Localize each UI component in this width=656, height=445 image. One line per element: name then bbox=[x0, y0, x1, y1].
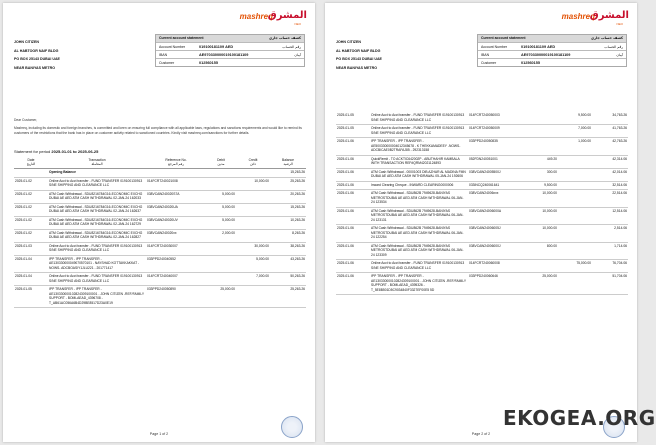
reference-cell: 052FDN240051001 bbox=[468, 155, 528, 168]
date-cell: 2025-01-02 bbox=[14, 190, 48, 203]
date-cell: 2025-01-06 bbox=[336, 168, 370, 181]
date-cell: 2025-01-06 bbox=[336, 242, 370, 260]
date-cell: 2025-01-05 bbox=[336, 125, 370, 138]
address-line: AL HABTOOR NAIF BLDG bbox=[336, 48, 381, 53]
date-cell: 2025-01-06 bbox=[336, 260, 370, 273]
row-key-ar: رقم الحساب bbox=[604, 45, 623, 49]
credit-cell bbox=[236, 216, 270, 229]
description-cell: ATM Cash Withdrawal - SDU8216784G16-ECONOMIC EXCHG DUBAI AE AED ATM CASH WITHDRAWAL 02-JAN-24 162729 bbox=[48, 216, 146, 229]
account-box-title: Current account statement bbox=[481, 36, 526, 40]
column-header-ar: الرصيد bbox=[283, 162, 293, 166]
statement-page-2 bbox=[325, 3, 637, 442]
period-to: 2025-06-25 bbox=[77, 149, 99, 154]
description-cell: ATM Cash Withdrawal - SDU8216784G16-ECONOMIC EXCHG DUBAI AE AED ATM CASH WITHDRAWAL 02-JAN-24 162033 bbox=[48, 190, 146, 203]
debit-cell: 5,000.00 bbox=[206, 216, 236, 229]
debit-cell: 10,000.00 bbox=[528, 207, 558, 225]
period-from: 2025-01-01 bbox=[51, 149, 72, 154]
debit-cell bbox=[206, 177, 236, 190]
customer-address bbox=[336, 38, 382, 72]
reference-cell bbox=[146, 169, 206, 178]
column-header-ar: رقم المرجع bbox=[168, 162, 184, 166]
debit-cell: 25,000.00 bbox=[206, 286, 236, 308]
address-line: PO BOX 25143 DUBAI UAE bbox=[14, 57, 60, 61]
description-cell: ATM Cash Withdrawal - 00001003 DIB AZHAR AL MADINA FMN DUBAI AE AED ATM CASH WITHDRAWAL 05-JAN-24 192606 bbox=[370, 168, 468, 181]
column-header-ar: التاريخ bbox=[26, 162, 36, 166]
debit-cell: 800.00 bbox=[528, 242, 558, 260]
table-row bbox=[14, 169, 306, 178]
debit-cell: 25,000.00 bbox=[528, 273, 558, 295]
date-cell: 2025-01-06 bbox=[336, 138, 370, 156]
credit-cell: 75,000.00 bbox=[558, 260, 592, 273]
balance-cell: 38,263.26 bbox=[270, 242, 306, 255]
balance-cell: 42,014.06 bbox=[592, 168, 628, 181]
address-line: JOHN CITIZEN bbox=[14, 40, 39, 44]
currency: AED bbox=[225, 45, 234, 49]
row-key-ar: آيبان bbox=[294, 53, 301, 57]
address-line: NEAR BANIYAS METRO bbox=[14, 65, 55, 70]
mashreq-logo bbox=[549, 10, 629, 26]
date-cell: 2025-01-06 bbox=[336, 273, 370, 295]
table-row bbox=[336, 125, 628, 138]
credit-cell bbox=[558, 190, 592, 208]
credit-cell bbox=[236, 203, 270, 216]
credit-cell: 10,000.00 bbox=[236, 177, 270, 190]
debit-cell bbox=[528, 260, 558, 273]
column-header-en: Credit bbox=[248, 158, 258, 162]
reference-cell: 038VCAW24006xxx bbox=[468, 190, 528, 208]
credit-cell: 30,000.00 bbox=[236, 242, 270, 255]
debit-cell: 10,000.00 bbox=[528, 190, 558, 208]
reference-cell: 014FCRT240050009 bbox=[468, 125, 528, 138]
reference-cell: 038VCAW240020xx bbox=[146, 229, 206, 242]
column-header bbox=[236, 157, 270, 169]
account-box-title-ar: كشف حساب جاري bbox=[268, 36, 301, 40]
sanctions-notice bbox=[14, 118, 304, 139]
debit-cell bbox=[528, 125, 558, 138]
column-header-en: Date bbox=[27, 158, 35, 162]
credit-cell: 7,000.00 bbox=[236, 273, 270, 286]
address-line: PO BOX 25143 DUBAI UAE bbox=[336, 57, 382, 61]
table-header-row bbox=[14, 157, 306, 169]
credit-cell: 5,000.00 bbox=[236, 255, 270, 273]
balance-cell: 42,763.26 bbox=[592, 138, 628, 156]
description-cell: Online Acct to Acct transfer - FUND TRANSFER 019100130913 S/NE SHIPPING AND CLEARANCE LLC bbox=[370, 112, 468, 125]
debit-cell bbox=[206, 169, 236, 178]
table-row bbox=[336, 207, 628, 225]
debit-cell: 5,000.00 bbox=[206, 203, 236, 216]
logo-text-ar: المشرق bbox=[589, 10, 629, 21]
row-key: Customer bbox=[159, 61, 175, 65]
credit-cell bbox=[236, 229, 270, 242]
statement-period bbox=[14, 149, 98, 154]
row-key: IBAN bbox=[481, 53, 490, 57]
address-line: NEAR BANIYAS METRO bbox=[336, 65, 377, 70]
page-number: Page 2 of 2 bbox=[471, 432, 491, 436]
iban-row bbox=[478, 50, 626, 58]
transactions-table bbox=[336, 112, 628, 295]
description-cell: ATM Cash Withdrawal - SDU8216784G16-ECONOMIC EXCHG DUBAI AE AED ATM CASH WITHDRAWAL 02-JAN-24 162637 bbox=[48, 203, 146, 216]
date-cell: 2025-01-02 bbox=[14, 203, 48, 216]
customer-number: 012560155 bbox=[199, 61, 219, 65]
table-row bbox=[14, 177, 306, 190]
description-cell: IPP TRANSFER - IPP TRANSFER - AE500330000004012345678 - K THEKKAMADEEY -NOWS- ADCBICAE0B2TRAFAJ85 - 292313158 bbox=[370, 138, 468, 156]
credit-cell: 7,000.00 bbox=[558, 125, 592, 138]
iban: AE970330000019100181109 bbox=[199, 53, 249, 57]
reference-cell: 038VCAW24006005J bbox=[468, 225, 528, 243]
balance-cell: 20,263.26 bbox=[270, 190, 306, 203]
credit-cell bbox=[558, 155, 592, 168]
date-cell: 2025-01-02 bbox=[14, 177, 48, 190]
reference-cell: 014FCRT240040007 bbox=[146, 273, 206, 286]
account-number: 019100181109 bbox=[521, 45, 547, 49]
period-label: Statement for period bbox=[14, 149, 51, 154]
credit-cell: 9,500.00 bbox=[558, 112, 592, 125]
account-info-box bbox=[477, 34, 627, 67]
description-cell: ATM Cash Withdrawal - SDU862B 7949628-BANIYAS METROSTDUBAI AE AED ATM CASH WITHDRAWAL 06-JAN-24 123131 bbox=[370, 207, 468, 225]
date-cell: 2025-01-04 bbox=[14, 255, 48, 273]
date-cell: 2025-01-06 bbox=[336, 181, 370, 190]
description-cell: Online Acct to Acct transfer - FUND TRANSFER 019100130913 S/NE SHIPPING AND CLEARANCE LLC bbox=[370, 260, 468, 273]
credit-cell bbox=[558, 168, 592, 181]
reference-cell: 014FCRT240060008 bbox=[468, 260, 528, 273]
balance-cell: 8,263.26 bbox=[270, 229, 306, 242]
description-cell: ATM Cash Withdrawal - SDU8216784G16-ECONOMIC EXCHG DUBAI AE AED ATM CASH WITHDRAWAL 02-JAN-24 162827 bbox=[48, 229, 146, 242]
period-sep: to bbox=[72, 149, 77, 154]
row-key: Account Number bbox=[481, 45, 508, 49]
balance-cell: 50,263.26 bbox=[270, 273, 306, 286]
column-header-ar: دائن bbox=[250, 162, 256, 166]
column-header bbox=[206, 157, 236, 169]
table-row bbox=[336, 181, 628, 190]
page-number: Page 1 of 2 bbox=[149, 432, 169, 436]
credit-cell bbox=[558, 242, 592, 260]
row-key-ar: آيبان bbox=[616, 53, 623, 57]
debit-cell bbox=[206, 273, 236, 286]
balance-cell: 25,263.26 bbox=[270, 177, 306, 190]
credit-cell bbox=[558, 207, 592, 225]
balance-cell: 34,763.26 bbox=[592, 112, 628, 125]
table-row bbox=[336, 273, 628, 295]
debit-cell bbox=[528, 138, 558, 156]
logo-sub: NEO bbox=[294, 22, 301, 26]
mashreq-logo bbox=[227, 10, 307, 26]
date-cell: 2025-01-05 bbox=[336, 112, 370, 125]
table-row bbox=[14, 286, 306, 308]
description-cell: IPP TRANSFER - IPP TRANSFER - AE130330000102824309100001 - JOHN CITIZEN -REF/FAMILY SUPPORT - BOMLAEAD_4395326 - T_5E8B501D5C9034840F3327EF00E5 5D bbox=[370, 273, 468, 295]
reference-cell: 033INCQ240061641 bbox=[468, 181, 528, 190]
logo-text-ar: المشرق bbox=[267, 10, 307, 21]
column-header-en: Transaction bbox=[88, 158, 106, 162]
column-header-en: Reference No. bbox=[165, 158, 187, 162]
reference-cell: 014FCRT240030007 bbox=[146, 242, 206, 255]
statement-page-1 bbox=[3, 3, 315, 442]
date-cell: 2025-01-06 bbox=[336, 207, 370, 225]
row-key: IBAN bbox=[159, 53, 168, 57]
table-row bbox=[336, 260, 628, 273]
currency: AED bbox=[547, 45, 556, 49]
date-cell: 2025-01-02 bbox=[14, 229, 48, 242]
debit-cell bbox=[206, 255, 236, 273]
debit-cell: 2,000.00 bbox=[206, 229, 236, 242]
table-row bbox=[14, 190, 306, 203]
row-key: Customer bbox=[481, 61, 497, 65]
reference-cell: 014FCRT240050003 bbox=[468, 112, 528, 125]
date-cell: 2025-01-05 bbox=[14, 286, 48, 308]
account-box-header bbox=[156, 35, 304, 42]
balance-cell: 15,263.26 bbox=[270, 203, 306, 216]
reference-cell: 038VCAW24006000J bbox=[468, 242, 528, 260]
iban-row bbox=[156, 50, 304, 58]
table-row bbox=[336, 155, 628, 168]
account-number: 019100181109 bbox=[199, 45, 225, 49]
balance-cell: 41,763.26 bbox=[592, 125, 628, 138]
table-row bbox=[14, 255, 306, 273]
credit-cell bbox=[558, 181, 592, 190]
credit-cell bbox=[558, 225, 592, 243]
date-cell: 2025-01-06 bbox=[336, 190, 370, 208]
account-info-box bbox=[155, 34, 305, 67]
balance-cell: 51,704.06 bbox=[592, 273, 628, 295]
reference-cell: 033PPD240050890 bbox=[146, 286, 206, 308]
table-row bbox=[336, 138, 628, 156]
description-cell: ATM Cash Withdrawal - SDU862B 7949628-BANIYAS METROSTDUBAI AE AED ATM CASH WITHDRAWAL 06-JAN-24 122254 bbox=[370, 225, 468, 243]
column-header-ar: مدين bbox=[217, 162, 225, 166]
customer-number: 012560155 bbox=[521, 61, 541, 65]
debit-cell bbox=[528, 112, 558, 125]
description-cell: Online Acct to Acct transfer - FUND TRANSFER 019100130913 S/NE SHIPPING AND CLEARANCE LLC bbox=[48, 177, 146, 190]
column-header bbox=[146, 157, 206, 169]
reference-cell: 038VCAW240020S7A bbox=[146, 190, 206, 203]
reference-cell: 038VCAW24006000A bbox=[468, 207, 528, 225]
column-header-en: Debit bbox=[217, 158, 225, 162]
reference-cell: 038VCAW24005500J bbox=[468, 168, 528, 181]
transactions-table bbox=[14, 157, 306, 308]
debit-cell: 10,000.00 bbox=[528, 225, 558, 243]
credit-cell bbox=[236, 169, 270, 178]
balance-cell: 10,263.26 bbox=[270, 216, 306, 229]
row-key-ar: رقم الحساب bbox=[282, 45, 301, 49]
debit-cell: 449.20 bbox=[528, 155, 558, 168]
account-box-title-ar: كشف حساب جاري bbox=[590, 36, 623, 40]
address-line: AL HABTOOR NAIF BLDG bbox=[14, 48, 59, 53]
debit-cell: 300.00 bbox=[528, 168, 558, 181]
table-row bbox=[14, 273, 306, 286]
customer-address bbox=[14, 38, 60, 72]
table-row bbox=[14, 216, 306, 229]
date-cell: 2025-01-02 bbox=[14, 216, 48, 229]
description-cell: Online Acct to Acct transfer - FUND TRANSFER 019100130913 S/NE SHIPPING AND CLEARANCE LLC bbox=[48, 273, 146, 286]
balance-cell: 1,714.06 bbox=[592, 242, 628, 260]
description-cell: Inward Clearing Cheque - INWARD CLEARING0000006 bbox=[370, 181, 468, 190]
account-box-header bbox=[478, 35, 626, 42]
balance-cell: 12,514.06 bbox=[592, 207, 628, 225]
description-cell: ATM Cash Withdrawal - SDU862B 7949628-BANIYAS METROSTDUBAI AE AED ATM CASH WITHDRAWAL 06-JAN-24 123534 bbox=[370, 190, 468, 208]
account-box-title: Current account statement bbox=[159, 36, 204, 40]
balance-cell: 15,263.26 bbox=[270, 169, 306, 178]
balance-cell: 2,514.06 bbox=[592, 225, 628, 243]
logo-text-en: mashreq bbox=[561, 12, 595, 21]
credit-cell bbox=[558, 273, 592, 295]
balance-cell: 43,263.26 bbox=[270, 255, 306, 273]
table-row bbox=[336, 225, 628, 243]
table-row bbox=[336, 190, 628, 208]
reference-cell: 033PPD240040552 bbox=[146, 255, 206, 273]
balance-cell: 32,514.06 bbox=[592, 181, 628, 190]
credit-cell: 1,000.00 bbox=[558, 138, 592, 156]
table-row bbox=[336, 242, 628, 260]
bank-stamp bbox=[281, 416, 303, 438]
reference-cell: 038VCAW240020UA bbox=[146, 203, 206, 216]
logo-text-en: mashreq bbox=[239, 12, 273, 21]
watermark: EKOGEA.ORG bbox=[503, 406, 656, 430]
address-line: JOHN CITIZEN bbox=[336, 40, 361, 44]
customer-row bbox=[156, 58, 304, 66]
debit-cell: 5,000.00 bbox=[206, 190, 236, 203]
reference-cell: 014FCRT240021008 bbox=[146, 177, 206, 190]
credit-cell bbox=[236, 286, 270, 308]
column-header-ar: المعاملة bbox=[91, 162, 103, 166]
account-number-row bbox=[478, 42, 626, 50]
description-cell: ATM Cash Withdrawal - SDU862B 7949628-BANIYAS METROSTDUBAI AE AED ATM CASH WITHDRAWAL 06-JAN-24 123309 bbox=[370, 242, 468, 260]
reference-cell: 033PPD240050835 bbox=[468, 138, 528, 156]
table-row bbox=[336, 168, 628, 181]
date-cell: 2025-01-03 bbox=[14, 242, 48, 255]
table-row bbox=[14, 229, 306, 242]
description-cell: QuickRemit - TO ACKTIC642002P - ABUTHAHIR KAMBALA WITH TRANSACTION REF#QRM42021124893 bbox=[370, 155, 468, 168]
description-cell: IPP TRANSFER - IPP TRANSFER - AE130330000102824309100001 - JOHN CITIZEN -REF/FAMILY SUPPORT - BOMLAEAD_4396708 - T_AB61AC056A6B4D29BE8517D23A0E19 bbox=[48, 286, 146, 308]
iban: AE970330000019100181109 bbox=[521, 53, 571, 57]
row-key: Account Number bbox=[159, 45, 186, 49]
credit-cell bbox=[236, 190, 270, 203]
date-cell: 2025-01-04 bbox=[14, 273, 48, 286]
balance-cell: 22,514.06 bbox=[592, 190, 628, 208]
balance-cell: 42,314.06 bbox=[592, 155, 628, 168]
description-cell: Online Acct to Acct transfer - FUND TRANSFER 019100130913 S/NE SHIPPING AND CLEARANCE LLC bbox=[370, 125, 468, 138]
balance-cell: 25,263.26 bbox=[270, 286, 306, 308]
table-row bbox=[14, 242, 306, 255]
description-cell: Opening Balance bbox=[48, 169, 146, 178]
column-header bbox=[14, 157, 48, 169]
account-number-row bbox=[156, 42, 304, 50]
column-header bbox=[48, 157, 146, 169]
balance-cell: 76,704.06 bbox=[592, 260, 628, 273]
debit-cell: 9,500.00 bbox=[528, 181, 558, 190]
notice-body: Mashreq, including its domestic and foreign branches, is committed and keen on ensuring full compliance with all applicable laws, regulations and sanctions requirements and would like to remind its customers of the restrictions that the bank has in place on customer activity related to sanctioned countries. Kindly visit mashreq.com/sanctions for further details. bbox=[14, 126, 302, 135]
date-cell bbox=[14, 169, 48, 178]
logo-sub: NEO bbox=[616, 22, 623, 26]
customer-row bbox=[478, 58, 626, 66]
description-cell: Online Acct to Acct transfer - FUND TRANSFER 019100130913 S/NE SHIPPING AND CLEARANCE LLC bbox=[48, 242, 146, 255]
reference-cell: 033PPD240060646 bbox=[468, 273, 528, 295]
greeting: Dear Customer, bbox=[14, 118, 38, 122]
date-cell: 2025-01-06 bbox=[336, 225, 370, 243]
description-cell: IPP TRANSFER - IPP TRANSFER - AE130330000049070570101 - NAYSHAD KOTTAKKAKKAT -NOWS- ADCBOASIY1JLU221 - 201771417 bbox=[48, 255, 146, 273]
table-row bbox=[336, 112, 628, 125]
reference-cell: 038VCAW240020UV bbox=[146, 216, 206, 229]
table-row bbox=[14, 203, 306, 216]
debit-cell bbox=[206, 242, 236, 255]
column-header-en: Balance bbox=[282, 158, 294, 162]
column-header bbox=[270, 157, 306, 169]
date-cell: 2025-01-06 bbox=[336, 155, 370, 168]
